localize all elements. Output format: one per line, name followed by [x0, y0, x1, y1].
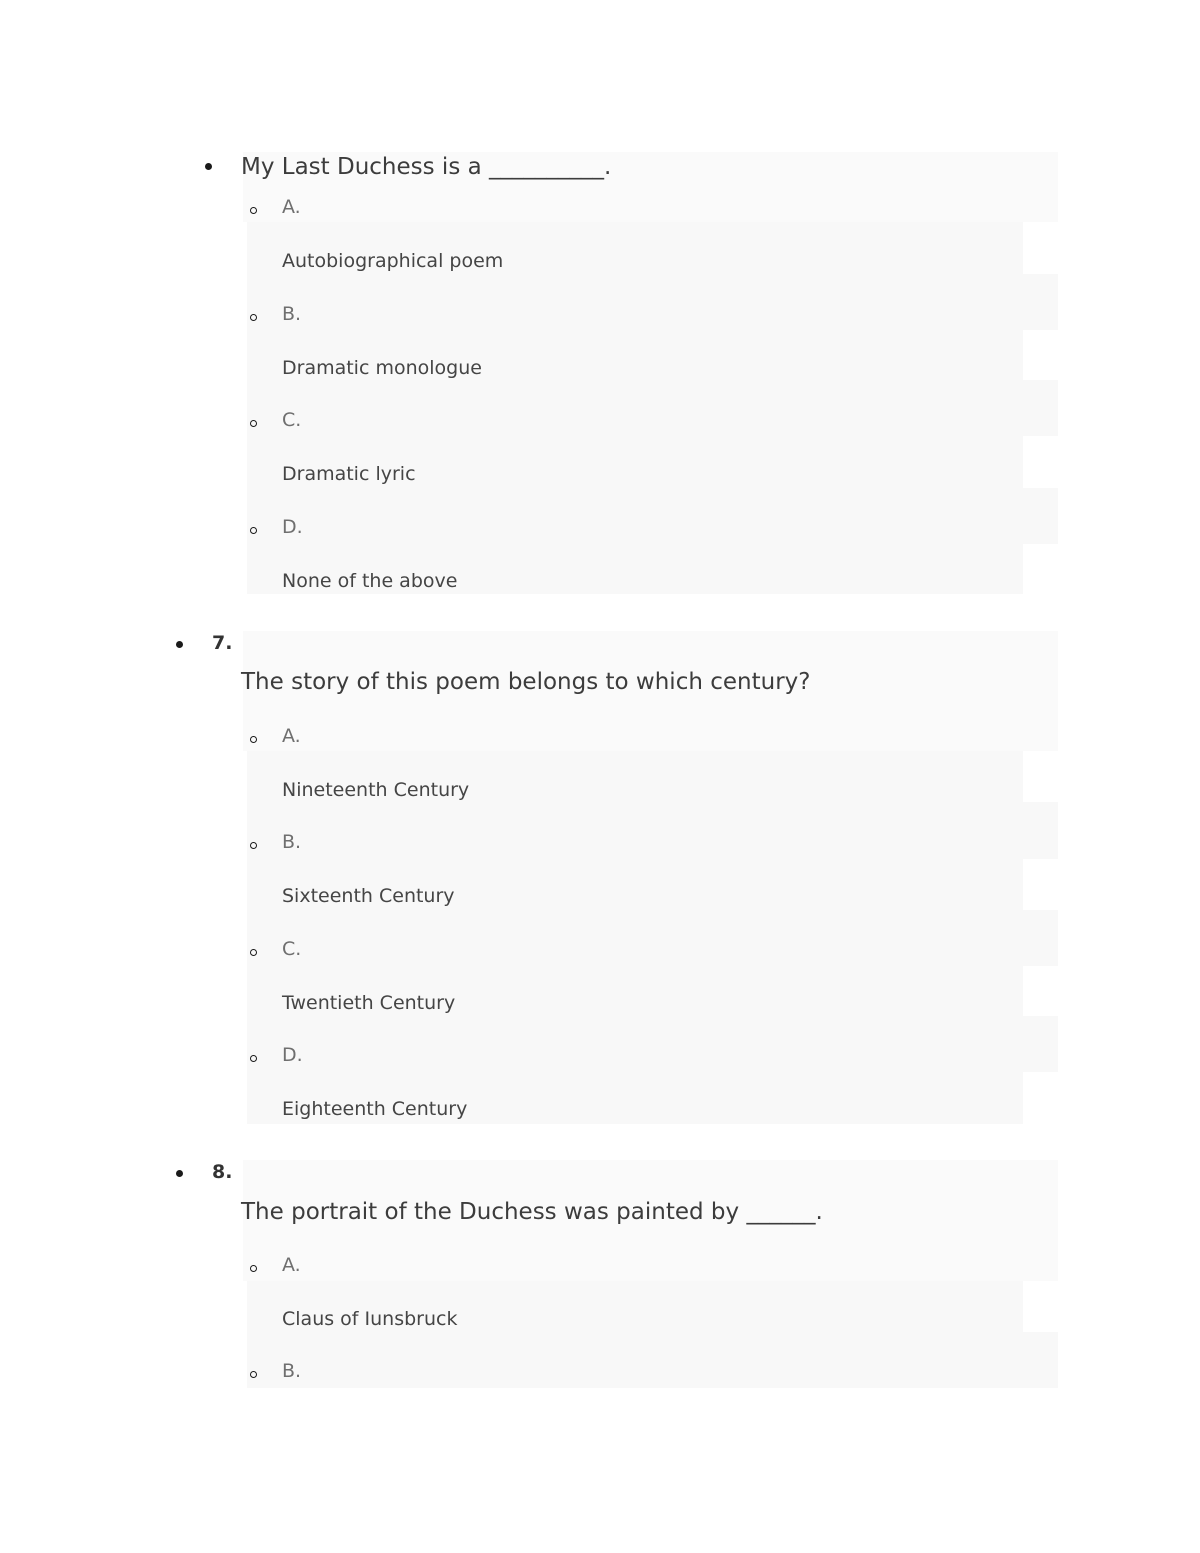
option-answer[interactable]: Sixteenth Century — [282, 885, 455, 907]
bullet-icon — [205, 163, 212, 170]
option-answer[interactable]: Claus of Iunsbruck — [282, 1308, 458, 1330]
option-answer[interactable]: Nineteenth Century — [282, 779, 470, 801]
option-answer[interactable]: Autobiographical poem — [282, 250, 504, 272]
option-answer[interactable]: Twentieth Century — [282, 992, 456, 1014]
circle-bullet-icon — [250, 527, 257, 534]
circle-bullet-icon — [250, 420, 257, 427]
option-letter-band — [247, 910, 1058, 966]
option-answer[interactable]: Dramatic lyric — [282, 463, 416, 485]
option-letter: B. — [282, 1360, 302, 1382]
option-letter: B. — [282, 831, 302, 853]
option-letter: D. — [282, 1044, 303, 1066]
question-text: The story of this poem belongs to which century? — [241, 669, 811, 695]
option-letter: D. — [282, 516, 303, 538]
circle-bullet-icon — [250, 949, 257, 956]
option-answer[interactable]: Eighteenth Century — [282, 1098, 468, 1120]
option-letter: C. — [282, 938, 302, 960]
option-letter: C. — [282, 409, 302, 431]
option-letter: A. — [282, 1254, 301, 1276]
option-letter-band — [247, 380, 1058, 436]
bullet-icon — [176, 641, 183, 648]
circle-bullet-icon — [250, 207, 257, 214]
circle-bullet-icon — [250, 314, 257, 321]
circle-bullet-icon — [250, 1371, 257, 1378]
option-answer[interactable]: None of the above — [282, 570, 458, 592]
circle-bullet-icon — [250, 1055, 257, 1062]
option-letter-band — [247, 488, 1058, 544]
bullet-icon — [176, 1170, 183, 1177]
circle-bullet-icon — [250, 736, 257, 743]
option-letter-band — [247, 1332, 1058, 1388]
circle-bullet-icon — [250, 1265, 257, 1272]
option-letter: A. — [282, 196, 301, 218]
circle-bullet-icon — [250, 842, 257, 849]
option-letter: A. — [282, 725, 301, 747]
option-letter-band — [247, 274, 1058, 330]
option-letter-band — [247, 1016, 1058, 1072]
option-letter: B. — [282, 303, 302, 325]
question-text: The portrait of the Duchess was painted by ______. — [241, 1199, 823, 1225]
question-text: My Last Duchess is a __________. — [241, 154, 612, 180]
question-number: 8. — [212, 1161, 233, 1183]
question-number: 7. — [212, 632, 233, 654]
option-answer[interactable]: Dramatic monologue — [282, 357, 482, 379]
option-letter-band — [247, 802, 1058, 859]
